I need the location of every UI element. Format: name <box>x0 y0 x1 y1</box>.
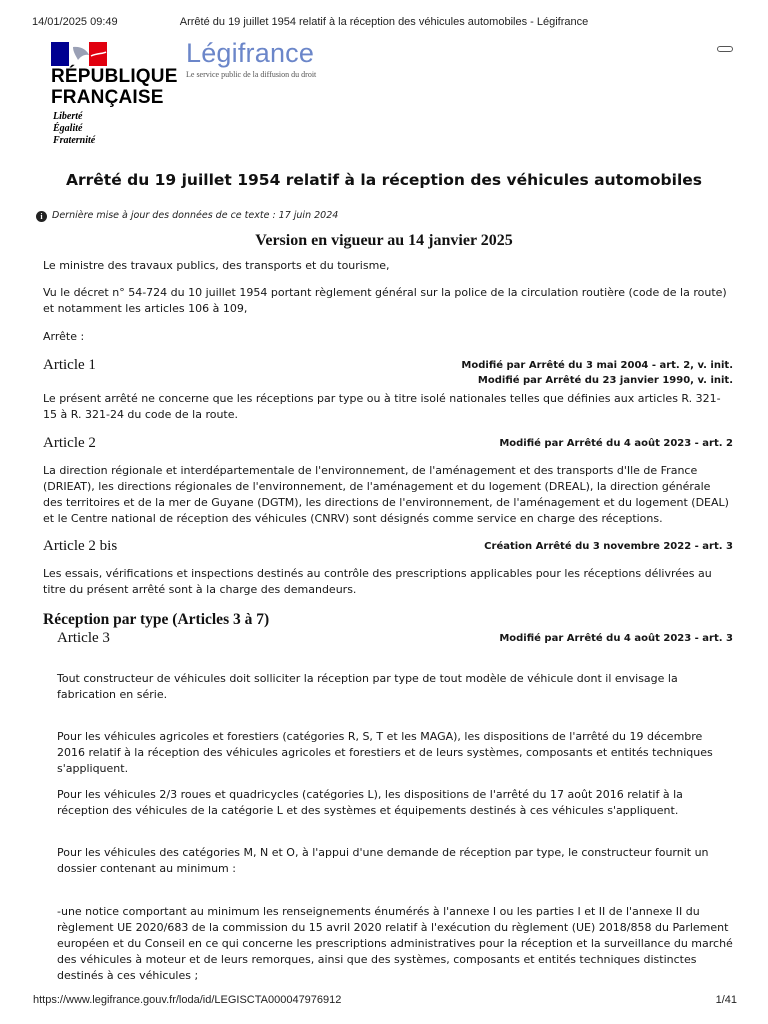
article-1-text: Le présent arrêté ne concerne que les réceptions par type ou à titre isolé nationales telles que définies aux articles R. 321-15 à R. 321-24 du code de la route. <box>43 392 721 421</box>
article-3-paragraph: -une notice comportant au minimum les renseignements énumérés à l'annexe I ou les parties I et II de l'annexe II du règlement UE 2020/683 de la commission du 15 avril 2020 relatif à l'exécution du règlement (UE) 2018/858 du Parlement européen et du Conseil en ce qui concerne les prescriptions administratives pour la réception et la surveillance du marché des véhicules à moteur et de leurs remorques, ainsi que des systèmes, composants et entités techniques distinctes destinés à ces véhicules ; <box>57 905 733 982</box>
section-title[interactable]: Réception par type (Articles 3 à 7) <box>43 611 270 628</box>
preamble-minister: Le ministre des travaux publics, des transports et du tourisme, <box>43 259 390 272</box>
print-date: 14/01/2025 09:49 <box>32 16 118 28</box>
article-3-paragraph: Pour les véhicules 2/3 roues et quadricycles (catégories L), les dispositions de l'arrêté du 17 août 2016 relatif à la réception des véhicules de la catégorie L et des systèmes et équipements destinés à ces véhicules s'appliquent. <box>57 788 683 817</box>
article-3-paragraph: Pour les véhicules des catégories M, N et O, à l'appui d'une demande de réception par type, le constructeur fournit un dossier contenant au minimum : <box>57 846 709 875</box>
preamble-arrete: Arrête : <box>43 330 85 343</box>
article-2-bis-modification[interactable]: Création Arrêté du 3 novembre 2022 - art. 3 <box>484 541 733 552</box>
article-2-bis-text: Les essais, vérifications et inspections destinés au contrôle des prescriptions applicables pour les réceptions délivrées au titre du présent arrêté sont à la charge des demandeurs. <box>43 567 712 596</box>
legifrance-tagline: Le service public de la diffusion du droit <box>186 70 317 79</box>
article-3-modification[interactable]: Modifié par Arrêté du 4 août 2023 - art. 3 <box>499 633 733 644</box>
print-url[interactable]: https://www.legifrance.gouv.fr/loda/id/LEGISCTA000047976912 <box>33 994 342 1006</box>
article-2-text: La direction régionale et interdépartementale de l'environnement, de l'aménagement et des transports d'Ile de France (DRIEAT), les directions régionales de l'environnement, de l'aménagement et du logement (DREAL), la direction générale des territoires et de la mer de Guyane (DGTM), les directions de l'environnement, de l'aménagement et du logement (DEAL) et le Centre national de réception des véhicules (CNRV) sont désignés comme service en charge des réceptions. <box>43 464 729 525</box>
article-1-title[interactable]: Article 1 <box>43 357 96 373</box>
article-2-title[interactable]: Article 2 <box>43 435 96 451</box>
devise: Liberté Égalité Fraternité <box>53 111 96 146</box>
article-3-paragraph: Tout constructeur de véhicules doit solliciter la réception par type de tout modèle de véhicule dont il envisage la fabrication en série. <box>57 672 678 701</box>
preamble-vu: Vu le décret n° 54-724 du 10 juillet 1954 portant règlement général sur la police de la circulation routière (code de la route) et notamment les articles 106 à 109, <box>43 286 727 315</box>
print-footer <box>0 994 768 1008</box>
article-2-bis-title[interactable]: Article 2 bis <box>43 538 118 554</box>
marianne-icon <box>51 42 107 66</box>
article-2-modification[interactable]: Modifié par Arrêté du 4 août 2023 - art. 2 <box>499 438 733 449</box>
republique-francaise-text: RÉPUBLIQUE FRANÇAISE <box>51 66 178 108</box>
legifrance-logo[interactable]: Légifrance <box>186 38 315 68</box>
last-update-note: i Dernière mise à jour des données de ce texte : 17 juin 2024 <box>36 210 338 222</box>
version-heading: Version en vigueur au 14 janvier 2025 <box>255 232 513 249</box>
document-title: Arrêté du 19 juillet 1954 relatif à la réception des véhicules automobiles <box>66 171 702 189</box>
print-header <box>0 16 768 30</box>
print-page-title: Arrêté du 19 juillet 1954 relatif à la réception des véhicules automobiles - Légifrance <box>179 16 589 28</box>
article-3-title[interactable]: Article 3 <box>57 630 110 646</box>
info-icon: i <box>36 211 47 222</box>
print-page-number: 1/41 <box>715 994 737 1006</box>
article-1-modifications[interactable]: Modifié par Arrêté du 3 mai 2004 - art. 2, v. init. Modifié par Arrêté du 23 janvier 1990, v. init. <box>461 360 733 386</box>
menu-toggle-icon[interactable] <box>717 46 733 52</box>
article-3-paragraph: Pour les véhicules agricoles et forestiers (catégories R, S, T et les MAGA), les dispositions de l'arrêté du 19 décembre 2016 relatif à la réception des véhicules agricoles et forestiers et de leurs systèmes, composants et entités techniques s'appliquent. <box>57 730 713 775</box>
